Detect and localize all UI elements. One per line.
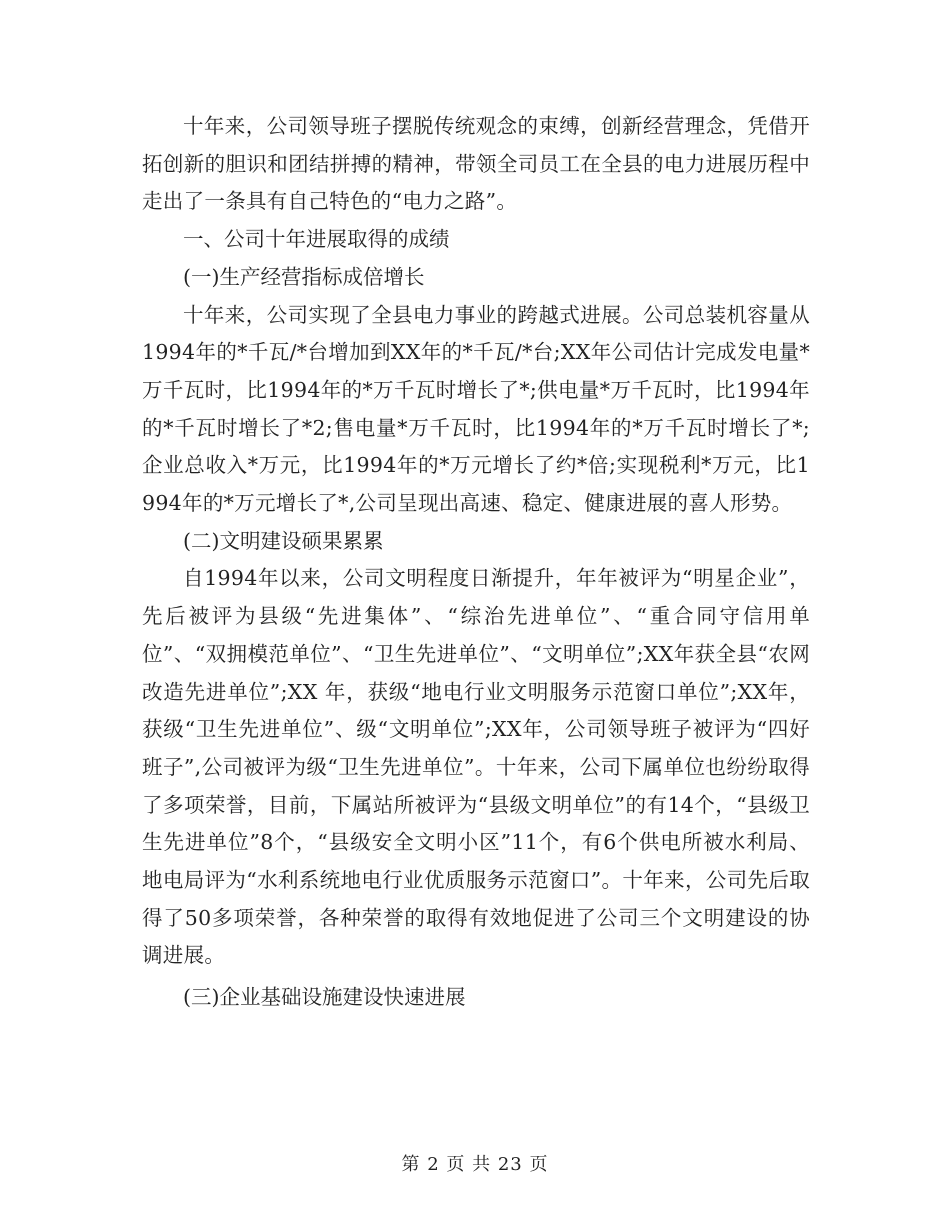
subsection-heading-infrastructure: (三)企业基础设施建设快速进展 [183, 985, 466, 1010]
section-heading-achievements: 一、公司十年进展取得的成绩 [183, 227, 450, 252]
subsection-heading-production: (一)生产经营指标成倍增长 [183, 264, 425, 289]
civilization-paragraph: 自1994年以来，公司文明程度日渐提升，年年被评为“明星企业”，先后被评为县级“先进集体”、“综治先进单位”、“重合同守信用单位”、“双拥模范单位”、“卫生先进单位”、“文明单位”;XX年获全县“农网改造先进单位”;XX 年，获级“地电行业文明服务示范窗口单位”;XX年，获级“卫生先进单位”、级“文明单位”;XX年，公司领导班子被评为“四好班子”,公司被评为级“卫生先进单位”。十年来，公司下属单位也纷纷取得了多项荣誉，目前，下属站所被评为“县级文明单位”的有14个，“县级卫生先进单位”8个，“县级安全文明小区”11个，有6个供电所被水利局、地电局评为“水利系统地电行业优质服务示范窗口”。十年来，公司先后取得了50多项荣誉，各种荣誉的取得有效地促进了公司三个文明建设的协调进展。 [142, 566, 810, 968]
page-number-footer: 第 2 页 共 23 页 [401, 1154, 549, 1175]
production-paragraph: 十年来，公司实现了全县电力事业的跨越式进展。公司总装机容量从1994年的*千瓦/*台增加到XX年的*千瓦/*台;XX年公司估计完成发电量*万千瓦时，比1994年的*万千瓦时增长了*;供电量*万千瓦时，比1994年的*千瓦时增长了*2;售电量*万千瓦时，比1994年的*万千瓦时增长了*;企业总收入*万元，比1994年的*万元增长了约*倍;实现税利*万元，比1994年的*万元增长了*,公司呈现出高速、稳定、健康进展的喜人形势。 [142, 302, 810, 516]
intro-paragraph: 十年来，公司领导班子摆脱传统观念的束缚，创新经营理念，凭借开拓创新的胆识和团结拼搏的精神，带领全司员工在全县的电力进展历程中走出了一条具有自己特色的“电力之路”。 [142, 114, 810, 214]
document-body [142, 108, 810, 1017]
subsection-heading-civilization: (二)文明建设硕果累累 [183, 528, 384, 553]
